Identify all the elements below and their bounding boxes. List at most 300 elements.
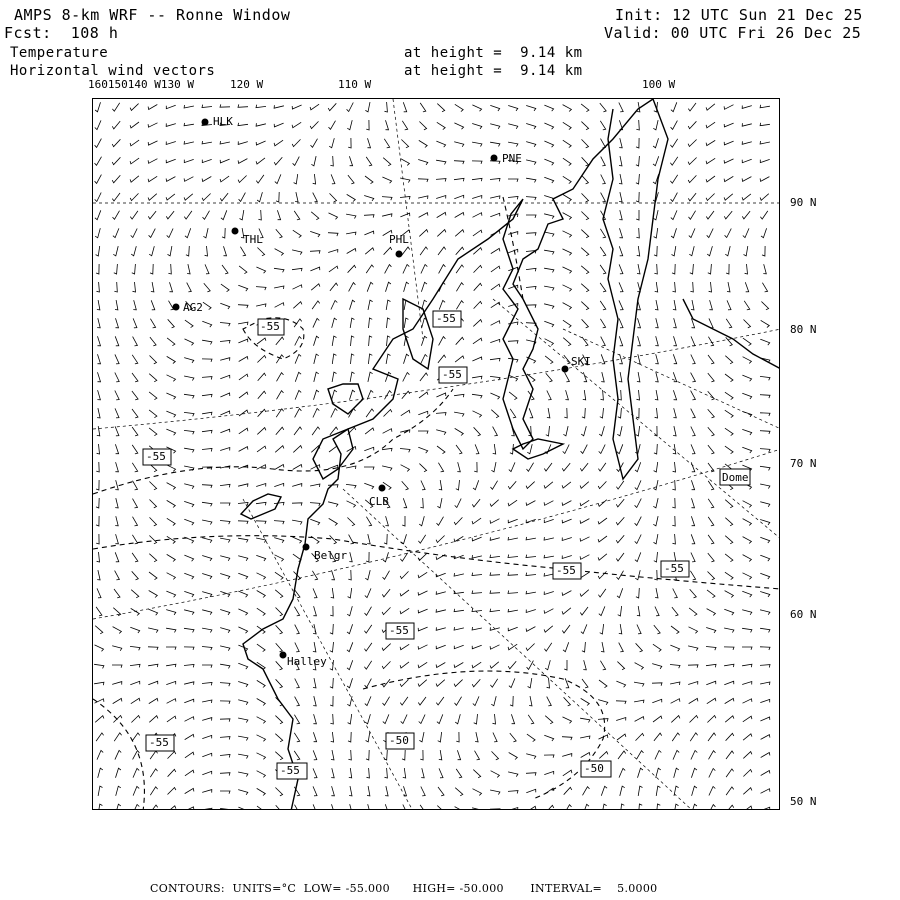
- wind-vector: [454, 609, 464, 612]
- wind-vector: [760, 555, 769, 561]
- wind-vector: [582, 408, 585, 418]
- wind-vector: [184, 484, 194, 489]
- wind-vector: [331, 301, 337, 310]
- wind-vector: [455, 788, 463, 796]
- wind-vector: [202, 808, 212, 810]
- wind-vector: [456, 769, 462, 778]
- wind-vector: [220, 159, 229, 163]
- wind-vector: [692, 498, 695, 508]
- wind-vector: [276, 805, 283, 810]
- wind-vector: [742, 177, 751, 182]
- wind-vector: [421, 336, 427, 345]
- wind-vector: [112, 682, 122, 685]
- wind-vector: [168, 769, 176, 776]
- wind-vector: [185, 807, 194, 810]
- wind-vector: [184, 647, 194, 650]
- wind-vector: [331, 750, 334, 760]
- wind-vector: [184, 376, 194, 381]
- wind-vector: [673, 589, 678, 598]
- wind-vector: [184, 628, 194, 632]
- wind-vector: [115, 516, 118, 526]
- wind-vector: [563, 770, 572, 776]
- wind-vector: [562, 737, 572, 740]
- wind-vector: [220, 503, 230, 506]
- wind-vector: [706, 211, 714, 219]
- wind-vector: [95, 626, 103, 634]
- wind-vector: [671, 626, 679, 634]
- wind-vector: [455, 807, 464, 810]
- wind-vector: [346, 214, 356, 218]
- wind-vector: [599, 752, 608, 759]
- wind-vector: [691, 751, 697, 760]
- wind-vector: [387, 318, 391, 328]
- wind-vector: [418, 645, 427, 649]
- wind-vector: [202, 718, 212, 721]
- wind-vector: [329, 266, 338, 272]
- wind-vector: [760, 537, 769, 543]
- wind-vector: [616, 535, 624, 543]
- wind-vector: [742, 194, 751, 200]
- wind-vector: [167, 806, 176, 810]
- wind-vector: [220, 429, 229, 433]
- wind-vector: [636, 192, 639, 202]
- wind-vector: [276, 427, 284, 435]
- wind-vector: [367, 282, 373, 291]
- wind-vector: [401, 410, 410, 415]
- wind-vector: [184, 430, 194, 434]
- wind-vector: [691, 534, 695, 544]
- wind-vector: [330, 193, 337, 202]
- wind-vector: [313, 804, 317, 810]
- wind-vector: [636, 228, 639, 238]
- wind-vector: [365, 248, 374, 254]
- wind-vector: [724, 647, 734, 650]
- wind-vector: [257, 680, 265, 687]
- wind-vector: [454, 394, 464, 397]
- wind-vector: [132, 535, 137, 544]
- wind-vector: [490, 500, 499, 507]
- wind-vector: [148, 211, 156, 219]
- wind-vector: [148, 105, 157, 110]
- wind-vector: [314, 390, 319, 400]
- wind-vector: [185, 788, 194, 793]
- wind-vector: [132, 463, 137, 472]
- wind-vector: [384, 410, 392, 417]
- wind-vector: [113, 228, 119, 237]
- wind-vector: [472, 357, 481, 361]
- coastlines: [241, 99, 780, 810]
- wind-vector: [418, 179, 428, 182]
- wind-vector: [385, 804, 388, 810]
- wind-vector: [508, 179, 518, 182]
- wind-vector: [654, 552, 658, 562]
- wind-vector: [580, 555, 589, 560]
- wind-vector: [166, 647, 176, 650]
- wind-vector: [564, 697, 571, 706]
- wind-vector: [689, 246, 694, 256]
- wind-vector: [330, 714, 333, 724]
- wind-vector: [382, 177, 391, 183]
- wind-vector: [745, 282, 748, 292]
- wind-vector: [673, 552, 676, 562]
- wind-vector: [274, 105, 284, 108]
- wind-vector: [437, 517, 444, 526]
- wind-vector: [202, 647, 212, 651]
- wind-vector: [620, 228, 623, 238]
- wind-vector: [509, 753, 518, 760]
- wind-vector: [708, 517, 714, 526]
- wind-vector: [220, 791, 230, 794]
- wind-vector: [743, 357, 752, 364]
- station-dot-ag2: [173, 304, 180, 311]
- wind-vector: [526, 268, 536, 271]
- wind-vector: [385, 102, 388, 112]
- wind-vector: [132, 373, 138, 382]
- station-dot-belgr: [303, 544, 310, 551]
- wind-vector: [202, 159, 211, 162]
- wind-vector: [455, 104, 463, 111]
- wind-vector: [472, 609, 482, 612]
- wind-vector: [204, 283, 210, 292]
- wind-vector: [637, 246, 640, 256]
- wind-vector: [149, 716, 158, 723]
- wind-vector: [364, 467, 374, 470]
- wind-vector: [347, 103, 354, 112]
- wind-vector: [601, 175, 606, 184]
- wind-vector: [760, 194, 769, 201]
- station-dot-halley: [280, 652, 287, 659]
- wind-vector: [508, 106, 518, 111]
- wind-vector: [184, 105, 194, 108]
- wind-vector: [348, 588, 352, 598]
- wind-vector: [725, 446, 733, 454]
- wind-vector: [257, 717, 266, 724]
- wind-vector: [332, 354, 336, 364]
- wind-vector: [708, 572, 715, 580]
- parallel-80n: [93, 329, 780, 429]
- wind-vector: [760, 466, 770, 470]
- wind-vector: [454, 645, 463, 648]
- wind-vector: [708, 264, 712, 274]
- wind-vector: [184, 448, 194, 452]
- wind-vector: [329, 138, 334, 148]
- wind-vector: [582, 642, 586, 652]
- wind-vector: [328, 233, 338, 236]
- wind-vector: [148, 647, 158, 650]
- valid-time: Valid: 00 UTC Fri 26 Dec 25: [604, 24, 862, 42]
- wind-vector: [654, 264, 657, 274]
- wind-vector: [492, 751, 499, 760]
- wind-vector: [383, 429, 392, 434]
- wind-vector: [185, 770, 194, 776]
- wind-vector: [706, 122, 715, 128]
- wind-vector: [386, 120, 389, 130]
- wind-vector: [202, 430, 212, 433]
- wind-vector: [760, 123, 770, 126]
- wind-vector: [133, 805, 139, 811]
- wind-vector: [166, 123, 176, 126]
- wind-vector: [149, 428, 157, 436]
- wind-vector: [526, 482, 535, 489]
- wind-vector: [689, 211, 696, 220]
- wind-vector: [130, 211, 138, 219]
- wind-vector: [386, 282, 391, 292]
- wind-vector: [673, 534, 676, 544]
- coastline-berkner: [513, 439, 563, 459]
- wind-vector: [454, 412, 464, 416]
- wind-vector: [97, 588, 101, 597]
- wind-vector: [655, 354, 658, 364]
- wind-vector: [601, 337, 606, 346]
- wind-vector: [351, 354, 355, 364]
- wind-vector: [383, 714, 389, 723]
- wind-vector: [400, 449, 410, 453]
- wind-vector: [563, 717, 572, 723]
- wind-vector: [368, 354, 372, 364]
- wind-vector: [311, 156, 316, 166]
- wind-vector: [385, 786, 388, 796]
- wind-vector: [671, 228, 676, 238]
- wind-vector: [616, 701, 626, 704]
- wind-vector: [691, 553, 695, 562]
- wind-vector: [438, 787, 444, 796]
- wind-vector: [742, 159, 752, 162]
- wind-vector: [220, 755, 230, 758]
- wind-vector: [563, 285, 572, 292]
- wind-vector: [742, 393, 751, 399]
- wind-vector: [185, 339, 194, 345]
- wind-vector: [706, 194, 715, 201]
- wind-vector: [582, 337, 588, 346]
- wind-vector: [437, 122, 445, 129]
- wind-vector: [670, 157, 677, 165]
- wind-vector: [385, 265, 392, 274]
- wind-vector: [472, 161, 482, 164]
- wind-vector: [97, 444, 100, 454]
- wind-vector: [365, 588, 371, 597]
- wind-vector: [580, 736, 590, 739]
- wind-vector: [202, 377, 212, 380]
- wind-vector: [634, 700, 644, 703]
- wind-vector: [490, 537, 500, 540]
- wind-vector: [148, 159, 157, 164]
- wind-vector: [670, 139, 677, 147]
- wind-vector: [760, 807, 770, 810]
- wind-vector: [690, 264, 694, 274]
- wind-vector: [637, 390, 640, 400]
- lat-label-60n: 60 N: [790, 608, 817, 621]
- wind-vector: [275, 716, 282, 724]
- wind-vector: [367, 768, 370, 778]
- wind-vector: [238, 754, 248, 758]
- wind-vector: [508, 555, 518, 558]
- wind-vector: [275, 555, 284, 562]
- lon-label-120w: 120 W: [230, 78, 264, 91]
- wind-vector: [581, 248, 589, 256]
- wind-vector: [582, 139, 589, 148]
- wind-vector: [364, 215, 374, 218]
- wind-vector: [455, 213, 464, 218]
- wind-vector: [400, 590, 409, 596]
- wind-vector: [544, 482, 553, 488]
- wind-vector: [725, 356, 732, 364]
- wind-vector: [527, 734, 535, 742]
- wind-vector: [599, 426, 604, 436]
- wind-vector: [562, 608, 571, 614]
- wind-vector: [544, 159, 553, 165]
- wind-vector: [220, 484, 230, 487]
- wind-vector: [472, 679, 480, 687]
- wind-vector: [331, 786, 334, 796]
- wind-vector: [114, 282, 117, 292]
- wind-vector: [166, 628, 176, 632]
- wind-vector: [220, 737, 230, 740]
- wind-vector: [400, 644, 409, 649]
- wind-vector: [455, 428, 464, 435]
- wind-vector: [365, 570, 370, 580]
- wind-vector: [382, 661, 390, 668]
- wind-vector: [762, 283, 767, 292]
- wind-vector: [295, 643, 299, 652]
- wind-vector: [419, 213, 428, 218]
- wind-vector: [654, 534, 658, 544]
- wind-vector: [292, 139, 300, 146]
- wind-vector: [490, 790, 500, 795]
- wind-vector: [312, 427, 320, 435]
- wind-vector: [133, 499, 138, 508]
- wind-vector: [202, 449, 212, 452]
- wind-vector: [636, 733, 644, 740]
- wind-vector: [166, 177, 175, 182]
- wind-vector: [439, 337, 446, 346]
- wind-vector: [456, 301, 463, 310]
- wind-vector: [257, 248, 264, 256]
- wind-vector: [528, 715, 534, 724]
- wind-vector: [238, 339, 247, 343]
- wind-vector: [292, 250, 302, 255]
- wind-vector: [654, 462, 658, 472]
- wind-vector: [672, 246, 676, 256]
- wind-vector: [674, 768, 679, 778]
- wind-vector: [742, 591, 751, 597]
- wind-vector: [184, 682, 194, 685]
- wind-vector: [706, 140, 715, 145]
- wind-vector: [688, 103, 696, 111]
- wind-vector: [455, 230, 464, 237]
- wind-vector: [382, 214, 392, 217]
- wind-vector: [294, 211, 300, 220]
- wind-vector: [130, 158, 139, 164]
- wind-vector: [760, 376, 770, 380]
- wind-vector: [637, 751, 644, 760]
- wind-vector: [311, 212, 319, 220]
- wind-vector: [403, 265, 409, 274]
- wind-vector: [328, 103, 336, 110]
- wind-vector: [220, 323, 230, 327]
- wind-vector: [276, 192, 279, 202]
- wind-vector: [349, 283, 356, 292]
- wind-vector: [473, 230, 482, 236]
- forecast-hour: Fcst: 108 h: [4, 24, 119, 42]
- contour-label-6: -55: [664, 562, 684, 575]
- wind-vector: [688, 193, 696, 201]
- wind-vector: [708, 535, 714, 544]
- wind-vector: [368, 372, 373, 382]
- wind-vector: [544, 643, 551, 651]
- wind-vector: [673, 282, 676, 292]
- wind-vector: [618, 408, 622, 418]
- wind-vector: [115, 552, 119, 562]
- wind-vector: [655, 607, 659, 616]
- wind-vector: [257, 573, 266, 580]
- wind-vector: [527, 806, 536, 810]
- wind-vector: [386, 300, 390, 310]
- wind-vector: [238, 521, 248, 524]
- wind-vector: [547, 678, 550, 688]
- wind-vector: [690, 282, 693, 292]
- wind-vector: [95, 193, 102, 202]
- wind-vector: [490, 519, 499, 524]
- wind-vector: [115, 498, 118, 508]
- wind-vector: [418, 572, 427, 577]
- wind-vector: [349, 535, 354, 544]
- wind-vector: [185, 734, 194, 739]
- wind-vector: [295, 192, 298, 202]
- wind-vector: [112, 193, 120, 201]
- wind-vector: [472, 645, 482, 649]
- wind-vector: [401, 159, 410, 166]
- wind-vector: [474, 301, 482, 308]
- wind-vector: [691, 300, 694, 310]
- wind-vector: [490, 609, 500, 612]
- wind-vector: [331, 588, 334, 598]
- wind-vector: [672, 480, 675, 490]
- wind-vector: [184, 501, 194, 507]
- wind-vector: [726, 733, 734, 740]
- wind-vector: [742, 106, 752, 109]
- wind-vector: [725, 392, 733, 399]
- wind-vector: [256, 158, 265, 164]
- wind-vector: [168, 751, 176, 758]
- wind-vector: [202, 394, 212, 397]
- wind-vector: [220, 664, 230, 668]
- wind-vector: [202, 538, 212, 543]
- wind-vector: [418, 160, 428, 165]
- wind-vector: [509, 392, 517, 400]
- wind-vector: [295, 354, 301, 363]
- wind-vector: [473, 411, 482, 418]
- wind-vector: [563, 642, 569, 651]
- wind-vector: [760, 159, 769, 162]
- wind-vector: [310, 503, 320, 507]
- wind-vector: [350, 372, 354, 382]
- wind-vector: [132, 264, 136, 274]
- wind-vector: [672, 516, 675, 526]
- wind-vector: [96, 607, 102, 616]
- wind-vector: [511, 714, 514, 723]
- contour-label-4: -55: [146, 450, 166, 463]
- wind-vector: [562, 519, 571, 523]
- wind-vector: [690, 733, 697, 741]
- wind-vector: [294, 607, 299, 616]
- wind-vector: [582, 679, 588, 688]
- wind-vector: [222, 265, 228, 274]
- wind-vector: [472, 518, 481, 524]
- wind-vector: [257, 771, 266, 778]
- wind-vector: [691, 768, 697, 777]
- wind-vector: [166, 681, 175, 684]
- wind-vector: [673, 390, 676, 400]
